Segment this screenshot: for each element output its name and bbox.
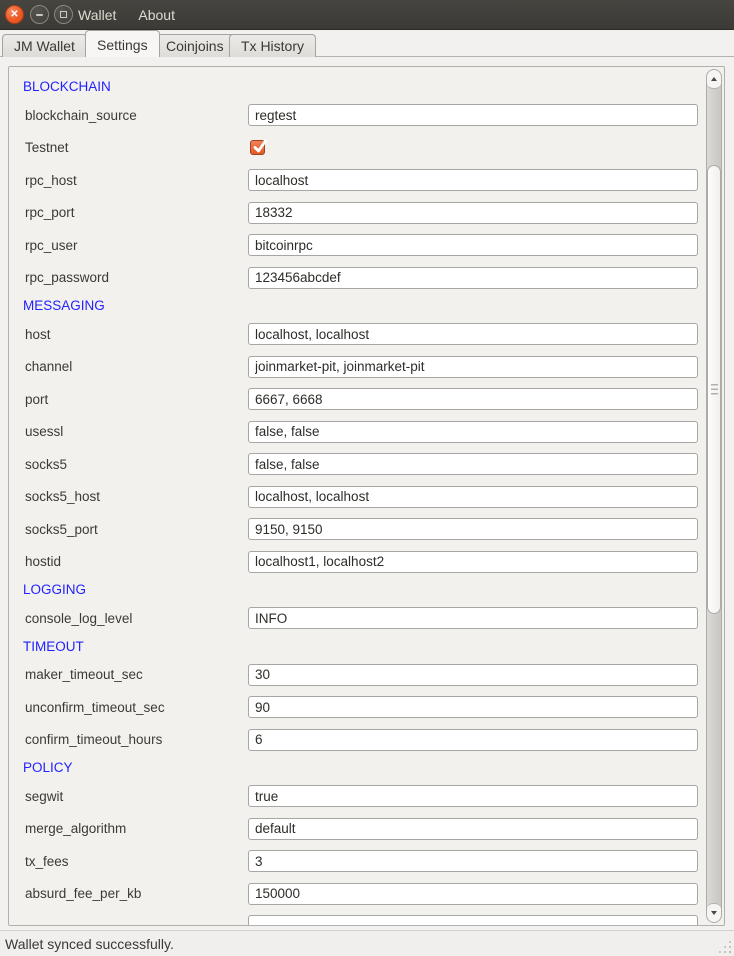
field-label-host: host: [25, 326, 51, 342]
field-label-testnet: Testnet: [25, 140, 69, 156]
tab-tx-history[interactable]: Tx History: [229, 34, 316, 57]
close-icon[interactable]: ✕: [5, 5, 24, 24]
down-triangle-glyph: [711, 911, 717, 915]
form-row-rpc-password: [9, 262, 707, 295]
console-log-level-input[interactable]: [248, 607, 698, 629]
form-row-hostid: [9, 546, 707, 579]
socks5-host-input[interactable]: [248, 486, 698, 508]
form-row-host: [9, 318, 707, 351]
status-bar: [0, 930, 734, 956]
scrollbar-grip-icon: [711, 384, 718, 395]
form-row-rpc-user: [9, 229, 707, 262]
field-label-channel: channel: [25, 359, 73, 375]
usessl-input[interactable]: [248, 421, 698, 443]
field-label-usessl: usessl: [25, 424, 64, 440]
field-label-hostid: hostid: [25, 554, 62, 570]
field-label-socks5-host: socks5_host: [25, 489, 101, 505]
up-triangle-glyph: [711, 77, 717, 81]
section-title-timeout: TIMEOUT: [23, 638, 84, 654]
form-row-console-log-level: [9, 602, 707, 635]
form-row-tx-fees: [9, 845, 707, 878]
field-label-merge-algorithm: merge_algorithm: [25, 821, 127, 837]
vertical-scrollbar[interactable]: [706, 69, 722, 923]
form-row-usessl: [9, 416, 707, 449]
form-row-unconfirm-timeout-sec: [9, 691, 707, 724]
settings-form: [9, 75, 707, 926]
field-label-socks5: socks5: [25, 456, 68, 472]
rpc-host-input[interactable]: [248, 169, 698, 191]
checkmark-icon: [250, 136, 270, 156]
form-row-confirm-timeout-hours: [9, 724, 707, 757]
port-input[interactable]: [248, 388, 698, 410]
form-row-port: [9, 383, 707, 416]
field-label-rpc-host: rpc_host: [25, 172, 77, 188]
field-label-socks5-port: socks5_port: [25, 521, 98, 537]
tx-fees-input[interactable]: [248, 850, 698, 872]
menu-item-about[interactable]: About: [138, 6, 175, 23]
form-row-blank: [9, 910, 707, 926]
unconfirm-timeout-sec-input[interactable]: [248, 696, 698, 718]
form-row-socks5: [9, 448, 707, 481]
field-label-maker-timeout-sec: maker_timeout_sec: [25, 667, 143, 683]
hostid-input[interactable]: [248, 551, 698, 573]
tab-bar: [0, 30, 734, 57]
field-label-unconfirm-timeout-sec: unconfirm_timeout_sec: [25, 699, 165, 715]
form-row-maker-timeout-sec: [9, 659, 707, 692]
field-label-absurd-fee-per-kb: absurd_fee_per_kb: [25, 886, 142, 902]
form-row-socks5-host: [9, 481, 707, 514]
form-row-socks5-port: [9, 513, 707, 546]
merge-algorithm-input[interactable]: [248, 818, 698, 840]
field-label-blockchain-source: blockchain_source: [25, 107, 137, 123]
rpc-password-input[interactable]: [248, 267, 698, 289]
scrollbar-thumb[interactable]: [707, 165, 721, 614]
tab-settings[interactable]: Settings: [85, 30, 160, 57]
form-row-rpc-port: [9, 197, 707, 230]
field-label-segwit: segwit: [25, 788, 64, 804]
form-row-testnet: [9, 132, 707, 165]
clipped-input[interactable]: [248, 915, 698, 926]
rpc-port-input[interactable]: [248, 202, 698, 224]
form-row-blockchain-source: [9, 99, 707, 132]
testnet-checkbox[interactable]: [250, 140, 265, 155]
form-row-channel: [9, 351, 707, 384]
section-title-blockchain: BLOCKCHAIN: [23, 79, 111, 94]
section-title-messaging: MESSAGING: [23, 298, 105, 313]
tab-jm-wallet[interactable]: JM Wallet: [2, 34, 87, 57]
form-row-rpc-host: [9, 164, 707, 197]
host-input[interactable]: [248, 323, 698, 345]
field-label-rpc-password: rpc_password: [25, 270, 110, 286]
field-label-console-log-level: console_log_level: [25, 610, 133, 626]
titlebar: [0, 0, 734, 30]
maximize-glyph: [60, 11, 67, 18]
field-label-confirm-timeout-hours: confirm_timeout_hours: [25, 732, 163, 748]
minimize-icon[interactable]: [30, 5, 49, 24]
rpc-user-input[interactable]: [248, 234, 698, 256]
form-row-absurd-fee-per-kb: [9, 878, 707, 911]
blockchain-source-input[interactable]: [248, 104, 698, 126]
field-label-port: port: [25, 391, 49, 407]
section-title-policy: POLICY: [23, 760, 73, 775]
menubar: [78, 7, 175, 23]
maker-timeout-sec-input[interactable]: [248, 664, 698, 686]
field-label-tx-fees: tx_fees: [25, 853, 69, 869]
maximize-icon[interactable]: [54, 5, 73, 24]
settings-panel: [8, 66, 725, 926]
resize-grip-icon[interactable]: [718, 940, 732, 954]
absurd-fee-per-kb-input[interactable]: [248, 883, 698, 905]
menu-item-wallet[interactable]: Wallet: [78, 6, 117, 23]
section-title-logging: LOGGING: [23, 582, 87, 597]
field-label-rpc-user: rpc_user: [25, 237, 78, 253]
minimize-glyph: [36, 14, 43, 16]
form-row-segwit: [9, 780, 707, 813]
field-label-rpc-port: rpc_port: [25, 205, 75, 221]
segwit-input[interactable]: [248, 785, 698, 807]
form-row-merge-algorithm: [9, 813, 707, 846]
scroll-down-arrow-icon[interactable]: [707, 903, 721, 922]
tab-coinjoins[interactable]: Coinjoins: [154, 34, 236, 57]
confirm-timeout-hours-input[interactable]: [248, 729, 698, 751]
status-message: Wallet synced successfully.: [5, 935, 174, 952]
scroll-up-arrow-icon[interactable]: [707, 70, 721, 89]
socks5-input[interactable]: [248, 453, 698, 475]
socks5-port-input[interactable]: [248, 518, 698, 540]
channel-input[interactable]: [248, 356, 698, 378]
